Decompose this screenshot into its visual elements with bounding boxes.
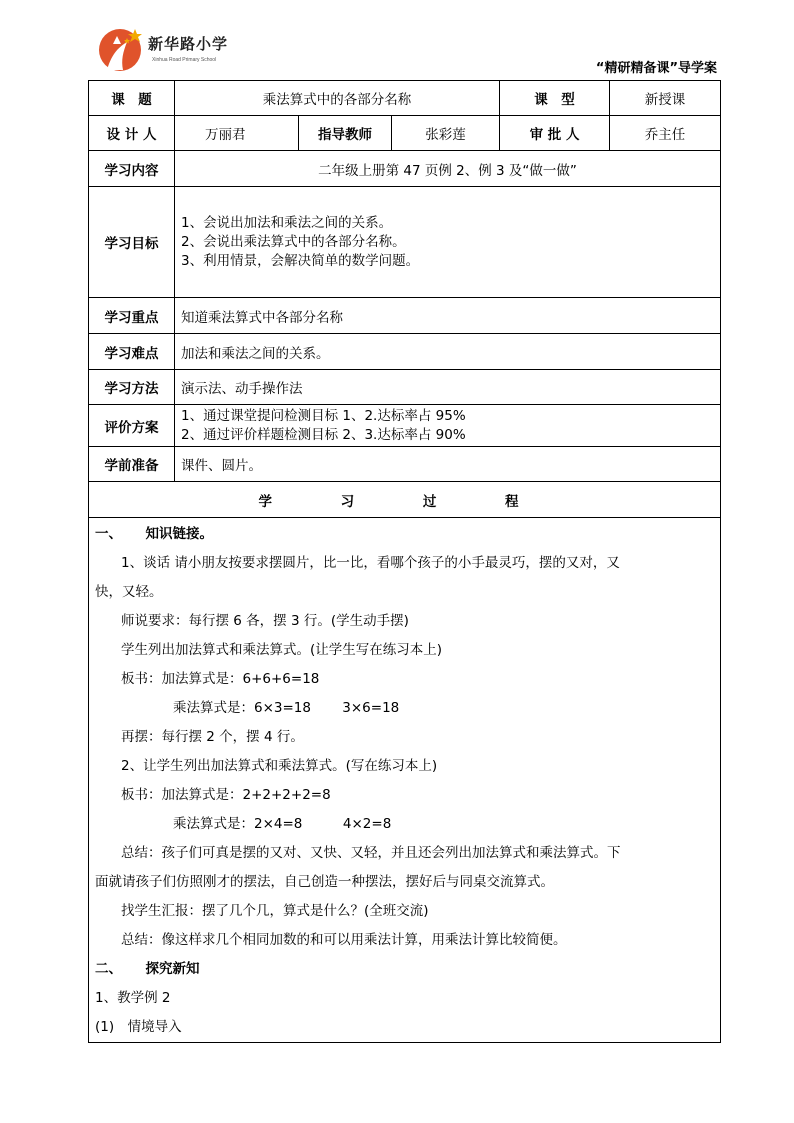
- focus-value: 知道乘法算式中各部分名称: [175, 298, 721, 334]
- content-label: 学习内容: [89, 151, 175, 187]
- eval-item: 2、通过评价样题检测目标 2、3.达标率占 90%: [181, 426, 466, 443]
- section-heading: 二、 探究新知: [95, 961, 200, 977]
- goals-list: [175, 187, 721, 298]
- type-label: 课 型: [500, 81, 610, 116]
- designer-label: 设 计 人: [89, 116, 175, 151]
- eval-label: 评价方案: [89, 405, 175, 447]
- topic-label: 课 题: [89, 81, 175, 116]
- school-name: 新华路小学: [148, 35, 229, 53]
- approver-value: 乔主任: [610, 116, 721, 151]
- body-line: 面就请孩子们仿照刚才的摆法，自己创造一种摆法，摆好后与同桌交流算式。: [95, 874, 554, 890]
- goal-item: 1、会说出加法和乘法之间的关系。: [181, 214, 393, 231]
- content-value: 二年级上册第 47 页例 2、例 3 及“做一做”: [175, 151, 721, 187]
- body-line: 学生列出加法算式和乘法算式。(让学生写在练习本上): [121, 642, 443, 658]
- body-line: 乘法算式是：2×4=8 4×2=8: [173, 816, 392, 832]
- body-line: 乘法算式是：6×3=18 3×6=18: [173, 700, 400, 716]
- body-line: 快，又轻。: [95, 584, 163, 600]
- difficulty-label: 学习难点: [89, 334, 175, 370]
- prep-label: 学前准备: [89, 447, 175, 482]
- prep-value: 课件、圆片。: [175, 447, 721, 482]
- goal-item: 3、利用情景，会解决简单的数学问题。: [181, 252, 420, 269]
- focus-label: 学习重点: [89, 298, 175, 334]
- body-line: 1、教学例 2: [95, 990, 171, 1006]
- body-line: 找学生汇报：摆了几个几，算式是什么？(全班交流): [121, 903, 429, 919]
- method-label: 学习方法: [89, 370, 175, 405]
- approver-label: 审 批 人: [500, 116, 610, 151]
- body-line: 总结：像这样求几个相同加数的和可以用乘法计算，用乘法计算比较简便。: [121, 932, 567, 948]
- body-line: 师说要求：每行摆 6 各，摆 3 行。(学生动手摆): [121, 613, 409, 629]
- designer-value: 万丽君: [175, 116, 299, 151]
- eval-item: 1、通过课堂提问检测目标 1、2.达标率占 95%: [181, 407, 466, 424]
- body-line: 总结：孩子们可真是摆的又对、又快、又轻，并且还会列出加法算式和乘法算式。下: [121, 845, 621, 861]
- type-value: 新授课: [610, 81, 721, 116]
- method-value: 演示法、动手操作法: [175, 370, 721, 405]
- eval-list: [175, 405, 721, 447]
- goals-label: 学习目标: [89, 187, 175, 298]
- body-line: (1) 情境导入: [95, 1019, 182, 1035]
- body-line: 2、让学生列出加法算式和乘法算式。(写在练习本上): [121, 758, 438, 774]
- body-line: 板书：加法算式是：6+6+6=18: [121, 671, 320, 687]
- lesson-plan-table: [88, 80, 721, 1043]
- school-name-en: Xinhua Road Primary School: [152, 57, 217, 63]
- section-heading: 一、 知识链接。: [95, 526, 213, 542]
- body-line: 再摆：每行摆 2 个，摆 4 行。: [121, 729, 304, 745]
- teacher-value: 张彩莲: [392, 116, 500, 151]
- topic-value: 乘法算式中的各部分名称: [175, 81, 500, 116]
- teacher-label: 指导教师: [299, 116, 392, 151]
- document-tagline: “精研精备课”导学案: [595, 61, 717, 76]
- body-line: 1、谈话 请小朋友按要求摆圆片，比一比，看哪个孩子的小手最灵巧，摆的又对，又: [121, 555, 620, 571]
- goal-item: 2、会说出乘法算式中的各部分名称。: [181, 233, 406, 250]
- difficulty-value: 加法和乘法之间的关系。: [175, 334, 721, 370]
- body-line: 板书：加法算式是：2+2+2+2=8: [121, 787, 331, 803]
- process-body: [89, 518, 721, 1043]
- process-title: 学 习 过 程: [89, 482, 721, 518]
